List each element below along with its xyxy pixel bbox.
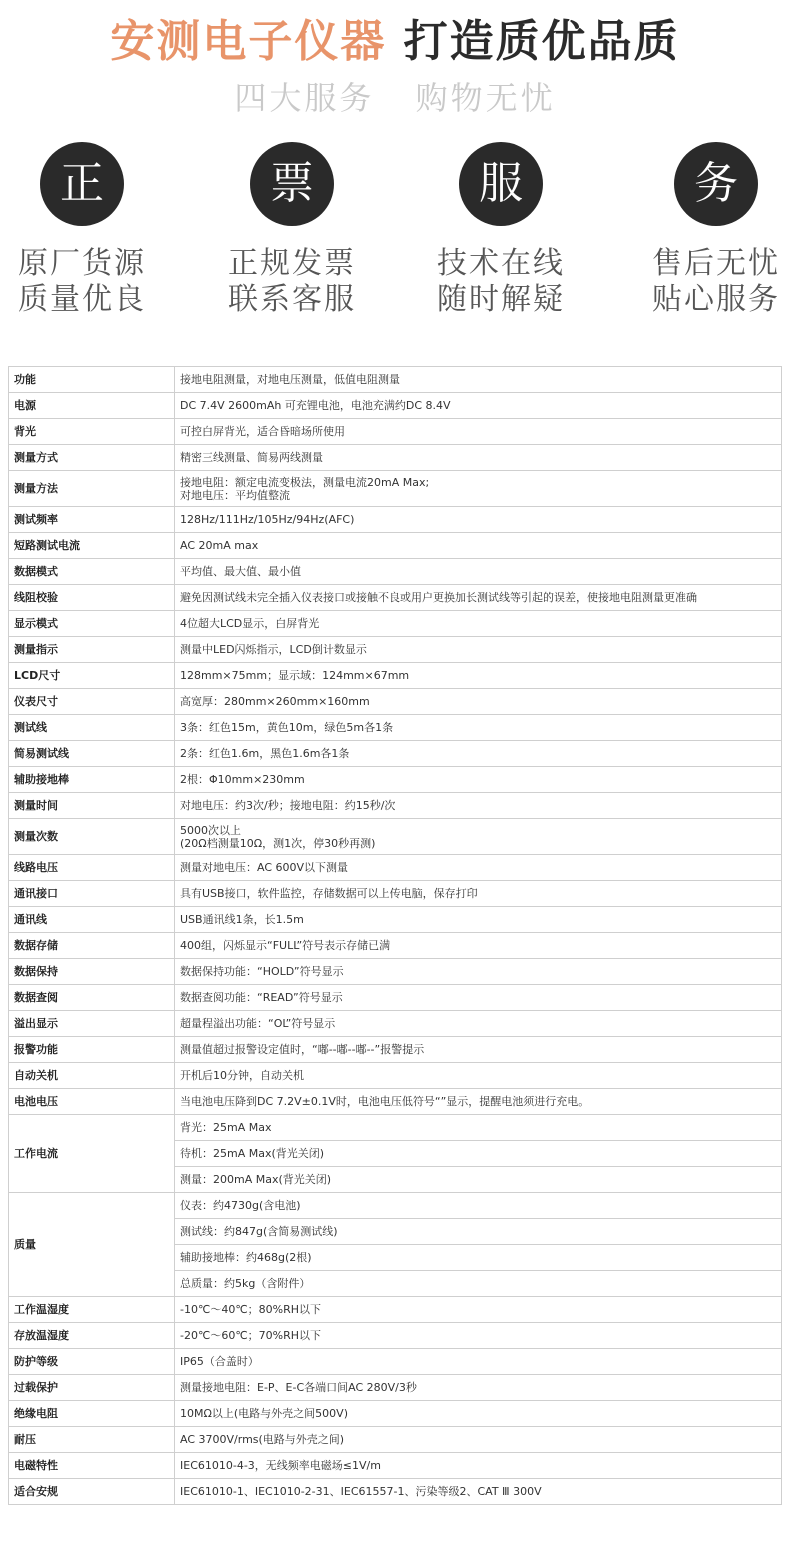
spec-value-line: AC 3700V/rms(电路与外壳之间) bbox=[180, 1433, 345, 1446]
spec-label: 测量时间 bbox=[9, 793, 175, 819]
spec-value-line: 400组，闪烁显示“FULL”符号表示存储已满 bbox=[180, 939, 391, 952]
service-badge: 票 bbox=[250, 142, 334, 226]
spec-value: 仪表：约4730g(含电池) bbox=[175, 1193, 782, 1219]
spec-row bbox=[9, 793, 782, 819]
spec-label: 数据查阅 bbox=[9, 985, 175, 1011]
spec-label: 耐压 bbox=[9, 1427, 175, 1453]
spec-value-line: 测量对地电压：AC 600V以下测量 bbox=[180, 861, 349, 874]
service-item-support bbox=[411, 142, 591, 318]
service-caption-line: 正规发票 bbox=[228, 246, 356, 281]
spec-label: 电磁特性 bbox=[9, 1453, 175, 1479]
spec-row bbox=[9, 445, 782, 471]
spec-label: 简易测试线 bbox=[9, 741, 175, 767]
spec-value-line: 开机后10分钟，自动关机 bbox=[180, 1069, 304, 1082]
spec-label: 线阻校验 bbox=[9, 585, 175, 611]
spec-value bbox=[175, 393, 782, 419]
spec-value bbox=[175, 689, 782, 715]
spec-value-line: IEC61010-1、IEC1010-2-31、IEC61557-1、污染等级2、CAT Ⅲ 300V bbox=[180, 1485, 542, 1498]
service-caption bbox=[202, 246, 382, 318]
spec-label: 自动关机 bbox=[9, 1063, 175, 1089]
spec-label: 通讯接口 bbox=[9, 881, 175, 907]
spec-label: 数据保持 bbox=[9, 959, 175, 985]
spec-row bbox=[9, 471, 782, 507]
spec-value-line: 数据保持功能：“HOLD”符号显示 bbox=[180, 965, 344, 978]
spec-row bbox=[9, 1115, 782, 1141]
spec-label: 测量方法 bbox=[9, 471, 175, 507]
spec-row bbox=[9, 1401, 782, 1427]
page-subheading bbox=[0, 76, 790, 120]
spec-value bbox=[175, 907, 782, 933]
spec-value-line: IP65（合盖时） bbox=[180, 1355, 259, 1368]
spec-value bbox=[175, 1011, 782, 1037]
spec-row bbox=[9, 855, 782, 881]
spec-row bbox=[9, 585, 782, 611]
spec-value bbox=[175, 507, 782, 533]
spec-value bbox=[175, 1063, 782, 1089]
spec-label: 辅助接地棒 bbox=[9, 767, 175, 793]
spec-value-line: 2条：红色1.6m，黑色1.6m各1条 bbox=[180, 747, 350, 760]
spec-label: 通讯线 bbox=[9, 907, 175, 933]
spec-row bbox=[9, 663, 782, 689]
spec-label: LCD尺寸 bbox=[9, 663, 175, 689]
spec-value bbox=[175, 1349, 782, 1375]
spec-label: 线路电压 bbox=[9, 855, 175, 881]
service-caption-line: 质量优良 bbox=[18, 282, 146, 317]
spec-value-line: (20Ω档测量10Ω，测1次，停30秒再测) bbox=[180, 836, 376, 850]
spec-value-line: 5000次以上 bbox=[180, 823, 241, 837]
spec-value-line: 测量中LED闪烁指示，LCD倒计数显示 bbox=[180, 643, 367, 656]
spec-row bbox=[9, 907, 782, 933]
spec-value bbox=[175, 663, 782, 689]
spec-label: 测试线 bbox=[9, 715, 175, 741]
spec-value-line: -10℃～40℃；80%RH以下 bbox=[180, 1303, 322, 1316]
spec-value-line: 超量程溢出功能：“OL”符号显示 bbox=[180, 1017, 336, 1030]
spec-table-body bbox=[9, 367, 782, 1505]
spec-row bbox=[9, 393, 782, 419]
spec-value bbox=[175, 637, 782, 663]
spec-row bbox=[9, 419, 782, 445]
spec-row bbox=[9, 1011, 782, 1037]
spec-value: 辅助接地棒：约468g(2根) bbox=[175, 1245, 782, 1271]
spec-label: 数据模式 bbox=[9, 559, 175, 585]
spec-row bbox=[9, 1037, 782, 1063]
spec-value bbox=[175, 367, 782, 393]
subheading-right: 购物无忧 bbox=[415, 79, 556, 117]
spec-value-line: USB通讯线1条，长1.5m bbox=[180, 913, 304, 926]
service-item-aftersales bbox=[626, 142, 790, 318]
spec-value bbox=[175, 819, 782, 855]
spec-label: 存放温湿度 bbox=[9, 1323, 175, 1349]
spec-label: 短路测试电流 bbox=[9, 533, 175, 559]
spec-label: 测量方式 bbox=[9, 445, 175, 471]
spec-value bbox=[175, 959, 782, 985]
spec-value-line: 测量值超过报警设定值时，“嘟--嘟--嘟--”报警提示 bbox=[180, 1043, 425, 1056]
spec-value-line: 高宽厚：280mm×260mm×160mm bbox=[180, 695, 370, 708]
spec-value: 总质量：约5kg（含附件） bbox=[175, 1271, 782, 1297]
spec-row bbox=[9, 741, 782, 767]
spec-row bbox=[9, 1193, 782, 1219]
service-caption-line: 贴心服务 bbox=[652, 282, 780, 317]
spec-row bbox=[9, 1063, 782, 1089]
spec-value bbox=[175, 1427, 782, 1453]
subheading-left: 四大服务 bbox=[234, 79, 375, 117]
spec-label: 电池电压 bbox=[9, 1089, 175, 1115]
spec-label: 绝缘电阻 bbox=[9, 1401, 175, 1427]
spec-value-line: 4位超大LCD显示，白屏背光 bbox=[180, 617, 320, 630]
service-caption-line: 技术在线 bbox=[437, 246, 565, 281]
service-caption-line: 原厂货源 bbox=[18, 246, 146, 281]
spec-value-line: 2根：Φ10mm×230mm bbox=[180, 773, 305, 786]
spec-value: 测试线：约847g(含简易测试线) bbox=[175, 1219, 782, 1245]
spec-value-line: 对地电压：平均值整流 bbox=[180, 488, 290, 502]
spec-label: 过载保护 bbox=[9, 1375, 175, 1401]
spec-row bbox=[9, 767, 782, 793]
spec-value-line: 接地电阻：额定电流变极法，测量电流20mA Max; bbox=[180, 475, 430, 489]
spec-value bbox=[175, 881, 782, 907]
spec-value-line: 平均值、最大值、最小值 bbox=[180, 565, 301, 578]
spec-value bbox=[175, 741, 782, 767]
spec-value bbox=[175, 1037, 782, 1063]
spec-value-line: 具有USB接口，软件监控，存储数据可以上传电脑，保存打印 bbox=[180, 887, 478, 900]
spec-row bbox=[9, 559, 782, 585]
spec-value-line: AC 20mA max bbox=[180, 539, 259, 552]
spec-label: 适合安规 bbox=[9, 1479, 175, 1505]
spec-row bbox=[9, 1349, 782, 1375]
spec-value bbox=[175, 445, 782, 471]
spec-value-line: 可控白屏背光，适合昏暗场所使用 bbox=[180, 425, 345, 438]
spec-value-line: 精密三线测量、简易两线测量 bbox=[180, 451, 323, 464]
spec-label: 测量次数 bbox=[9, 819, 175, 855]
spec-label: 报警功能 bbox=[9, 1037, 175, 1063]
spec-label: 防护等级 bbox=[9, 1349, 175, 1375]
spec-value-line: 3条：红色15m，黄色10m，绿色5m各1条 bbox=[180, 721, 394, 734]
spec-value bbox=[175, 1375, 782, 1401]
spec-label: 质量 bbox=[9, 1193, 175, 1297]
spec-value-line: 128mm×75mm；显示域：124mm×67mm bbox=[180, 669, 410, 682]
spec-row bbox=[9, 1375, 782, 1401]
service-badge: 服 bbox=[459, 142, 543, 226]
service-caption bbox=[626, 246, 790, 318]
spec-label: 功能 bbox=[9, 367, 175, 393]
spec-value-line: IEC61010-4-3，无线频率电磁场≤1V/m bbox=[180, 1459, 381, 1472]
spec-value-line: 测量接地电阻：E-P、E-C各端口间AC 280V/3秒 bbox=[180, 1381, 417, 1394]
spec-row bbox=[9, 637, 782, 663]
spec-value bbox=[175, 985, 782, 1011]
spec-value: 测量：200mA Max(背光关闭) bbox=[175, 1167, 782, 1193]
spec-value: 背光：25mA Max bbox=[175, 1115, 782, 1141]
spec-value bbox=[175, 1323, 782, 1349]
spec-label: 测试频率 bbox=[9, 507, 175, 533]
spec-value bbox=[175, 559, 782, 585]
service-banner bbox=[0, 0, 790, 362]
spec-value-line: 当电池电压降到DC 7.2V±0.1V时，电池电压低符号“”显示，提醒电池须进行充电。 bbox=[180, 1095, 590, 1108]
page-headline bbox=[0, 14, 790, 70]
spec-row bbox=[9, 1089, 782, 1115]
spec-value-line: -20℃～60℃；70%RH以下 bbox=[180, 1329, 322, 1342]
service-caption-line: 随时解疑 bbox=[437, 282, 565, 317]
spec-value-line: 数据查阅功能：“READ”符号显示 bbox=[180, 991, 343, 1004]
spec-value-line: 10MΩ以上(电路与外壳之间500V) bbox=[180, 1407, 348, 1420]
spec-value bbox=[175, 715, 782, 741]
spec-value-line: 对地电压：约3次/秒；接地电阻：约15秒/次 bbox=[180, 799, 396, 812]
spec-label: 工作温湿度 bbox=[9, 1297, 175, 1323]
spec-label: 显示模式 bbox=[9, 611, 175, 637]
service-caption bbox=[411, 246, 591, 318]
spec-row bbox=[9, 1323, 782, 1349]
spec-label: 溢出显示 bbox=[9, 1011, 175, 1037]
spec-label: 仪表尺寸 bbox=[9, 689, 175, 715]
spec-value-line: DC 7.4V 2600mAh 可充锂电池，电池充满约DC 8.4V bbox=[180, 399, 451, 412]
spec-value bbox=[175, 585, 782, 611]
spec-value bbox=[175, 1479, 782, 1505]
spec-value bbox=[175, 533, 782, 559]
spec-row bbox=[9, 959, 782, 985]
spec-value bbox=[175, 1089, 782, 1115]
spec-label: 工作电流 bbox=[9, 1115, 175, 1193]
service-badge: 务 bbox=[674, 142, 758, 226]
service-badge: 正 bbox=[40, 142, 124, 226]
service-caption-line: 联系客服 bbox=[228, 282, 356, 317]
spec-row bbox=[9, 715, 782, 741]
spec-value bbox=[175, 419, 782, 445]
spec-value bbox=[175, 793, 782, 819]
spec-value-line: 接地电阻测量，对地电压测量，低值电阻测量 bbox=[180, 373, 400, 386]
headline-slogan: 打造质优品质 bbox=[403, 16, 680, 67]
service-item-invoice bbox=[202, 142, 382, 318]
spec-value bbox=[175, 933, 782, 959]
spec-value: 待机：25mA Max(背光关闭) bbox=[175, 1141, 782, 1167]
headline-brand: 安测电子仪器 bbox=[110, 16, 387, 67]
spec-row bbox=[9, 533, 782, 559]
spec-value-line: 避免因测试线未完全插入仪表接口或接触不良或用户更换加长测试线等引起的误差，使接地电阻测量更准确 bbox=[180, 591, 697, 604]
spec-value bbox=[175, 1401, 782, 1427]
spec-value bbox=[175, 767, 782, 793]
spec-row bbox=[9, 1297, 782, 1323]
spec-row bbox=[9, 1453, 782, 1479]
spec-value bbox=[175, 855, 782, 881]
spec-row bbox=[9, 819, 782, 855]
spec-value bbox=[175, 471, 782, 507]
spec-value bbox=[175, 1297, 782, 1323]
spec-value bbox=[175, 611, 782, 637]
spec-row bbox=[9, 985, 782, 1011]
spec-value-line: 128Hz/111Hz/105Hz/94Hz(AFC) bbox=[180, 513, 355, 526]
spec-row bbox=[9, 933, 782, 959]
service-caption bbox=[0, 246, 172, 318]
service-item-genuine bbox=[0, 142, 172, 318]
spec-label: 背光 bbox=[9, 419, 175, 445]
spec-row bbox=[9, 881, 782, 907]
spec-row bbox=[9, 367, 782, 393]
spec-row bbox=[9, 1427, 782, 1453]
spec-row bbox=[9, 1479, 782, 1505]
spec-table bbox=[8, 366, 782, 1505]
spec-row bbox=[9, 611, 782, 637]
spec-value bbox=[175, 1453, 782, 1479]
spec-label: 电源 bbox=[9, 393, 175, 419]
service-caption-line: 售后无忧 bbox=[652, 246, 780, 281]
spec-label: 数据存储 bbox=[9, 933, 175, 959]
spec-row bbox=[9, 507, 782, 533]
spec-row bbox=[9, 689, 782, 715]
spec-label: 测量指示 bbox=[9, 637, 175, 663]
